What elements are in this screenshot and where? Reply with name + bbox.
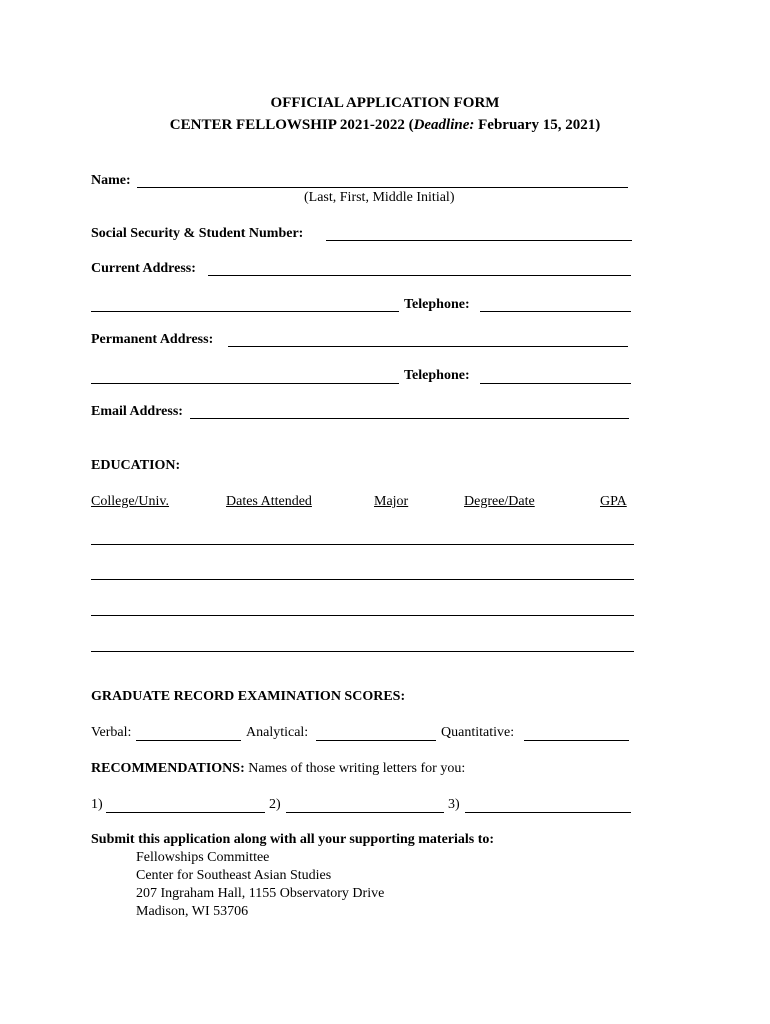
gre-analytical-label: Analytical: xyxy=(246,725,309,740)
education-row-1[interactable] xyxy=(91,528,634,545)
deadline-label: Deadline: xyxy=(413,117,475,133)
recommendation-1-label: 1) xyxy=(91,797,103,812)
gre-verbal-field[interactable] xyxy=(136,724,241,741)
recommendation-3-field[interactable] xyxy=(465,796,631,813)
recommendation-1-field[interactable] xyxy=(106,796,265,813)
education-heading: EDUCATION: xyxy=(91,458,181,473)
current-address-field[interactable] xyxy=(208,259,631,276)
recommendation-2-label: 2) xyxy=(269,797,281,812)
recommendation-2-field[interactable] xyxy=(286,796,444,813)
education-row-4[interactable] xyxy=(91,635,634,652)
gre-heading: GRADUATE RECORD EXAMINATION SCORES: xyxy=(91,689,406,704)
permanent-address-label: Permanent Address: xyxy=(91,332,214,347)
gre-quantitative-label: Quantitative: xyxy=(441,725,515,740)
ssn-field[interactable] xyxy=(326,224,632,241)
permanent-address-field[interactable] xyxy=(228,330,628,347)
name-field[interactable] xyxy=(137,171,628,188)
ssn-label: Social Security & Student Number: xyxy=(91,226,304,241)
education-row-2[interactable] xyxy=(91,563,634,580)
submit-address-line-2: Center for Southeast Asian Studies xyxy=(136,868,332,883)
gre-verbal-label: Verbal: xyxy=(91,725,132,740)
education-col-gpa: GPA xyxy=(600,494,627,509)
recommendations-heading: RECOMMENDATIONS: xyxy=(91,761,245,776)
recommendation-3-label: 3) xyxy=(448,797,460,812)
education-col-college: College/Univ. xyxy=(91,494,170,509)
current-address-line2-field[interactable] xyxy=(91,295,399,312)
deadline-date: February 15, 2021) xyxy=(474,117,601,133)
email-field[interactable] xyxy=(190,402,629,419)
submit-heading: Submit this application along with all your supporting materials to: xyxy=(91,832,495,847)
current-address-label: Current Address: xyxy=(91,261,196,276)
permanent-address-line2-field[interactable] xyxy=(91,367,399,384)
name-hint: (Last, First, Middle Initial) xyxy=(304,190,455,205)
permanent-telephone-field[interactable] xyxy=(480,367,631,384)
gre-analytical-field[interactable] xyxy=(316,724,436,741)
email-label: Email Address: xyxy=(91,404,183,419)
submit-address-line-4: Madison, WI 53706 xyxy=(136,904,249,919)
current-telephone-label: Telephone: xyxy=(404,297,470,312)
gre-quantitative-field[interactable] xyxy=(524,724,629,741)
subtitle-prefix: CENTER FELLOWSHIP 2021-2022 ( xyxy=(169,117,414,133)
permanent-telephone-label: Telephone: xyxy=(404,368,470,383)
submit-address-line-1: Fellowships Committee xyxy=(136,850,270,865)
current-telephone-field[interactable] xyxy=(480,295,631,312)
recommendations-instruction: Names of those writing letters for you: xyxy=(244,761,466,776)
education-col-major: Major xyxy=(374,494,409,509)
form-subtitle xyxy=(0,117,770,134)
submit-address-line-3: 207 Ingraham Hall, 1155 Observatory Drive xyxy=(136,886,385,901)
education-col-dates: Dates Attended xyxy=(226,494,312,509)
education-col-degree: Degree/Date xyxy=(464,494,535,509)
education-row-3[interactable] xyxy=(91,599,634,616)
form-title: OFFICIAL APPLICATION FORM xyxy=(270,95,500,111)
name-label: Name: xyxy=(91,173,131,188)
recommendations-line xyxy=(91,761,465,777)
